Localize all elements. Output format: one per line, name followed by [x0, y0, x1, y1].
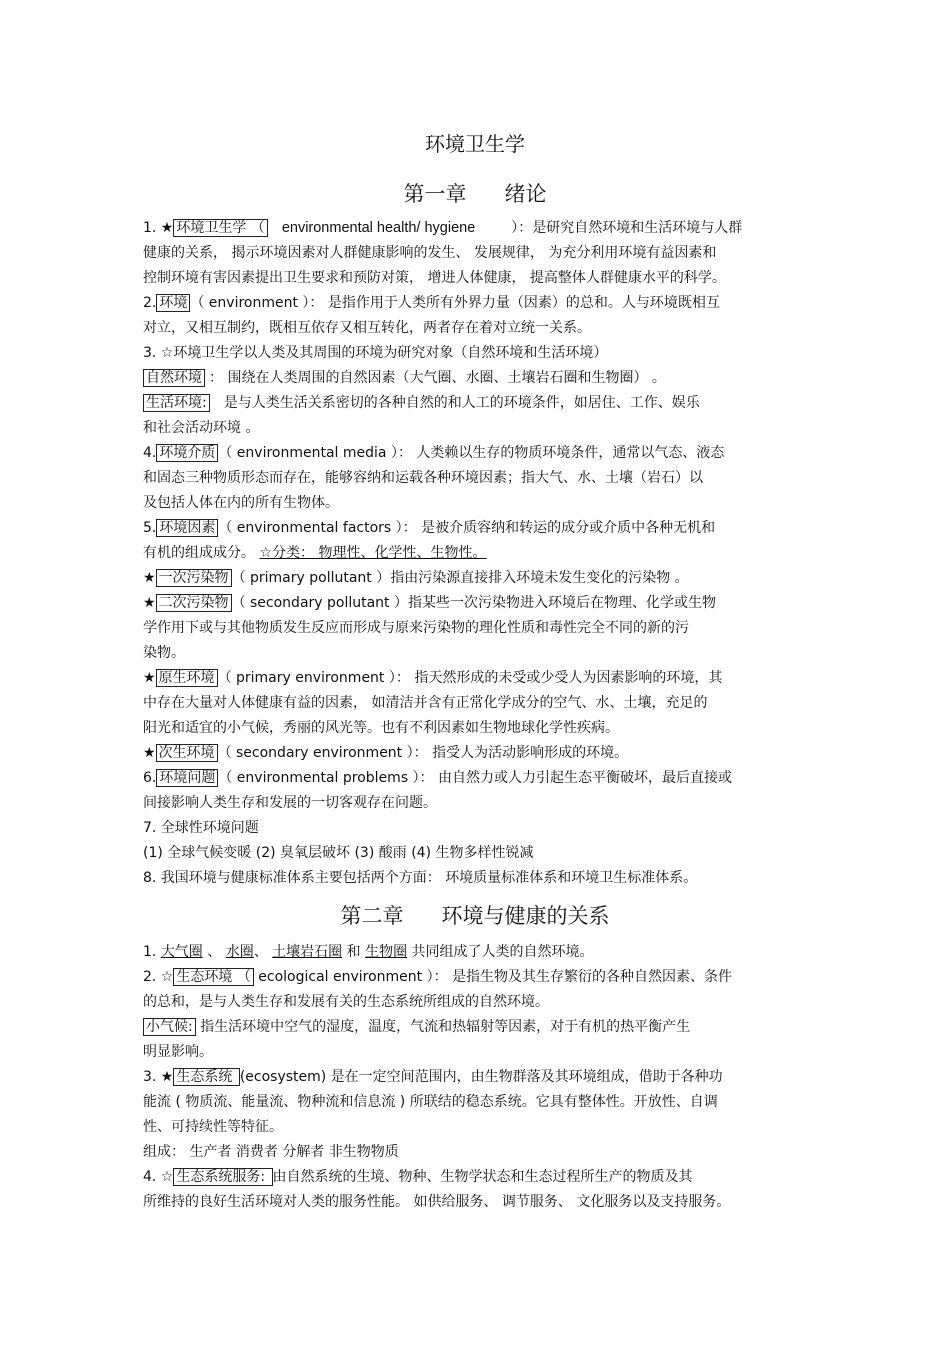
term-box: 一次污染物 [156, 569, 232, 587]
term-box: 生态环境 （ [173, 968, 253, 986]
underlined-text: 大气圈 [160, 944, 203, 960]
term-box: 生活环境: [143, 394, 210, 412]
paragraph-line: 3. ☆环境卫生学以人类及其周围的环境为研究对象（自然环境和生活环境） [143, 345, 608, 361]
paragraph-line: 5. 环境因素 （ environmental factors ）： 是被介质容纳和转运的成分或介质中各种无机和 [143, 520, 716, 536]
paragraph-line: 及包括人体在内的所有生物体。 [143, 495, 339, 511]
chapter-2-number: 第二章 [340, 904, 404, 928]
chapter-1-heading [0, 178, 950, 208]
paragraph-line: 健康的关系， 揭示环境因素对人群健康影响的发生、 发展规律， 为充分利用环境有益因素和 [143, 245, 717, 261]
paragraph-line: 对立，又相互制约，既相互依存又相互转化，两者存在着对立统一关系。 [143, 320, 591, 336]
paragraph-line: 性、可持续性等特征。 [143, 1119, 283, 1135]
paragraph-line: 和社会活动环境 。 [143, 420, 260, 436]
paragraph-line: 2. ☆ 生态环境 （ ecological environment ）： 是指生物及其生存繁衍的各种自然因素、条件 [143, 969, 733, 985]
term-box: 自然环境 [143, 369, 205, 387]
paragraph-line: 4. ☆ 生态系统服务: 由自然系统的生境、物种、生物学状态和生态过程所生产的物质及其 [143, 1169, 693, 1185]
term-box: 环境卫生学 （ [173, 219, 267, 237]
paragraph-line: 组成： 生产者 消费者 分解者 非生物物质 [143, 1144, 399, 1160]
term-box: 环境问题 [156, 769, 218, 787]
document-title: 环境卫生学 [425, 132, 525, 156]
paragraph-line: (1) 全球气候变暖 (2) 臭氧层破坏 (3) 酸雨 (4) 生物多样性锐减 [143, 845, 534, 861]
chapter-2-name: 环境与健康的关系 [441, 904, 610, 928]
term-box: 次生环境 [156, 744, 218, 762]
term-box: 原生环境 [156, 669, 218, 687]
term-box: 二次污染物 [156, 594, 232, 612]
paragraph-line: 的总和，是与人类生存和发展有关的生态系统所组成的自然环境。 [143, 994, 549, 1010]
paragraph-line: 生活环境: 是与人类生活关系密切的各种自然的和人工的环境条件，如居住、工作、娱乐 [143, 394, 700, 412]
underlined-text: 水圈 [225, 944, 254, 960]
term-box: 小气候: [143, 1018, 196, 1036]
chapter-1-name: 绪论 [504, 182, 547, 206]
paragraph-line: 阳光和适宜的小气候，秀丽的风光等。也有不利因素如生物地球化学性疾病。 [143, 720, 619, 736]
term-box: 环境因素 [156, 519, 218, 537]
underlined-text: ☆分类： 物理性、化学性、生物性。 [259, 545, 487, 561]
paragraph-line: 6. 环境问题 （ environmental problems ）： 由自然力或人力引起生态平衡破坏，最后直接或 [143, 770, 733, 786]
paragraph-line: 中存在大量对人体健康有益的因素， 如清洁并含有正常化学成分的空气、水、土壤，充足的 [143, 695, 708, 711]
paragraph-line: 小气候: 指生活环境中空气的湿度，温度，气流和热辐射等因素，对于有机的热平衡产生 [143, 1018, 690, 1036]
paragraph-line: 3. ★ 生态系统 (ecosystem) 是在一定空间范围内，由生物群落及其环境组成，借助于各种功 [143, 1069, 723, 1085]
paragraph-line: 2. 环境 （ environment ）： 是指作用于人类所有外界力量（因素）的总和。人与环境既相互 [143, 295, 720, 311]
paragraph-line: 1. 大气圈 、 水圈、 土壤岩石圈 和 生物圈 共同组成了人类的自然环境。 [143, 944, 594, 960]
chapter-2-heading [0, 900, 950, 930]
term-box: 生态系统 [173, 1068, 239, 1086]
term-box: 环境 [156, 294, 190, 312]
paragraph-line: 自然环境 ： 围绕在人类周围的自然因素（大气圈、水圈、土壤岩石圈和生物圈） 。 [143, 369, 666, 387]
paragraph-line: 能流 ( 物质流、能量流、物种流和信息流 ) 所联结的稳态系统。它具有整体性。开放性、自调 [143, 1094, 718, 1110]
paragraph-line: ★ 二次污染物 （ secondary pollutant ）指某些一次污染物进入环境后在物理、化学或生物 [143, 595, 716, 611]
paragraph-line: ★ 次生环境 （ secondary environment ）： 指受人为活动影响形成的环境。 [143, 745, 629, 761]
paragraph-line: 1. ★ 环境卫生学 （ environmental health/ hygiene ）：是研究自然环境和生活环境与人群 [143, 220, 743, 236]
paragraph-line: 7. 全球性环境问题 [143, 820, 259, 836]
paragraph-line: 有机的组成成分。 ☆分类： 物理性、化学性、生物性。 [143, 545, 487, 561]
paragraph-line: 4. 环境介质 （ environmental media ）： 人类赖以生存的物质环境条件，通常以气态、液态 [143, 445, 725, 461]
underlined-text: 生物圈 [365, 944, 408, 960]
paragraph-line: 所维持的良好生活环境对人类的服务性能。 如供给服务、 调节服务、 文化服务以及支持服务。 [143, 1194, 731, 1210]
term-box: 生态系统服务: [173, 1168, 272, 1186]
paragraph-line: ★ 一次污染物 （ primary pollutant ）指由污染源直接排入环境未发生变化的污染物 。 [143, 570, 689, 586]
paragraph-line: 学作用下或与其他物质发生反应而形成与原来污染物的理化性质和毒性完全不同的新的污 [143, 620, 689, 636]
paragraph-line: 明显影响。 [143, 1044, 213, 1060]
paragraph-line: 间接影响人类生存和发展的一切客观存在问题。 [143, 795, 437, 811]
paragraph-line: 8. 我国环境与健康标准体系主要包括两个方面： 环境质量标准体系和环境卫生标准体系。 [143, 870, 698, 886]
paragraph-line: 控制环境有害因素提出卫生要求和预防对策， 增进人体健康， 提高整体人群健康水平的科学。 [143, 270, 726, 286]
paragraph-line: ★ 原生环境 （ primary environment ）： 指天然形成的未受或少受人为因素影响的环境，其 [143, 670, 723, 686]
paragraph-line: 和固态三种物质形态而存在，能够容纳和运载各种环境因素；指大气、水、土壤（岩石）以 [143, 470, 703, 486]
paragraph-line: 染物。 [143, 645, 185, 661]
underlined-text: 土壤岩石圈 [272, 944, 343, 960]
term-box: 环境介质 [156, 444, 218, 462]
chapter-1-number: 第一章 [403, 182, 467, 206]
